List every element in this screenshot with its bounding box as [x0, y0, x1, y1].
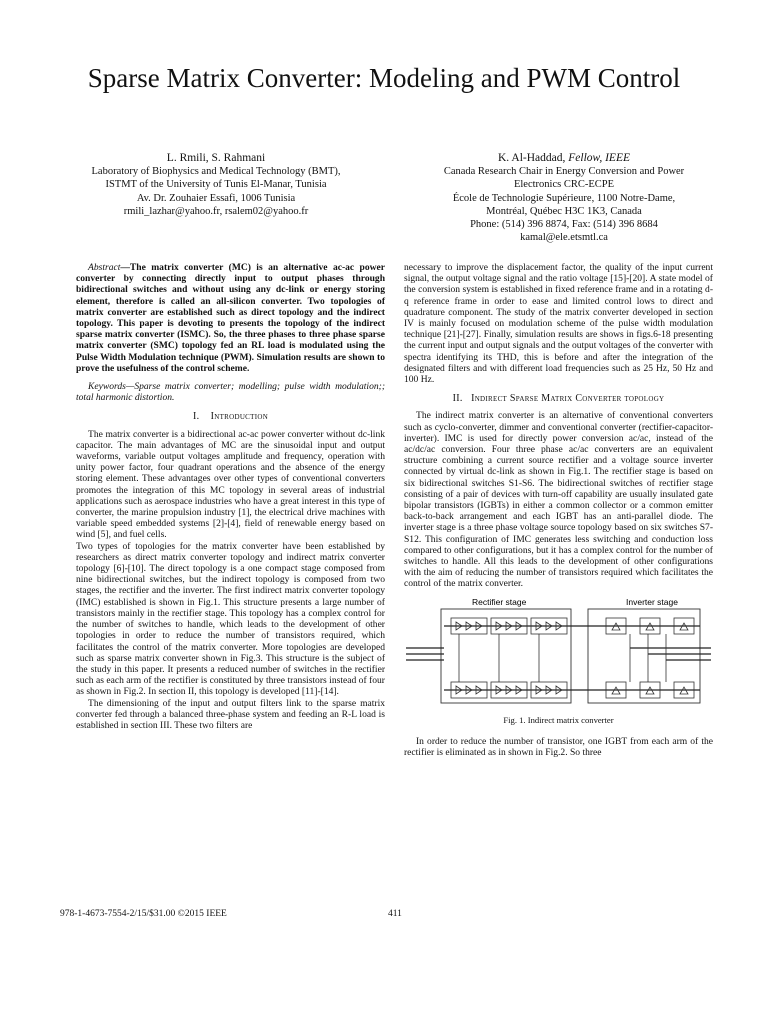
- intro-paragraph-1: The matrix converter is a bidirectional ac-ac power converter without dc-link capacitor. The main advantages of MC are the sinusoidal input and output waveforms, variable output voltages amplitude and frequency, operation with unity power factor, four quadrant operations and the absence of the energy storing element. These advantages over other types of conventional converters promotes the integration of this MC topology in several areas of industrial applications such as aerospace industries who have a great interest in this type of converter, the marine propulsion industry [1], the electrical drive machines with variable speed embedded systems [2]-[4], field of renewable energy based on wind [5], and fuel cells.: [76, 428, 385, 541]
- rectifier-stage-label: Rectifier stage: [472, 596, 527, 607]
- inverter-switches: [606, 618, 694, 698]
- contact-phone-fax: Phone: (514) 396 8874, Fax: (514) 396 8684: [470, 219, 658, 231]
- input-lines: [406, 648, 444, 660]
- right-column: [404, 262, 713, 759]
- footer-copyright: 978-1-4673-7554-2/15/$31.00 ©2015 IEEE: [60, 909, 227, 919]
- topology-paragraph: The indirect matrix converter is an alternative of conventional converters such as cyclo-converter, dimmer and conventional converter (rectifier-capacitor-inverter). IMC is used for directly power conversion ac/ac, instead of the ac/dc/ac conversion. Four three phase ac/ac converters are an equivalent structure combining a current source rectifier and a voltage source inverter connected by virtual dc-link as shown in Fig.1. The rectifier stage is based on six bidirectional switches S1-S6. The bidirectional switches of rectifier stage consisting of a pair of devices with turn-off capability are usually insulated gate bipolar transistors (IGBTs) in either a common collector or a common emitter back-to-back arrangement and each IGBT has an anti-parallel diode. The inverter stage is a three phase voltage source topology based on six switches S7-S12. This configuration of IMC generates less switching and conduction loss compared to other configurations, but it has a complex control for the number of switches to handle. All this leads to the development of other configurations with the aim of reducing the number of transistors required which facilitates the control of the matrix converter.: [404, 410, 713, 590]
- abstract: Abstract—The matrix converter (MC) is an alternative ac-ac power converter by connecting directly input to output phases through bidirectional switches and without using any dc-link or energy storing element, therefore is called an all-silicon converter. Two topologies of matrix converter are established such as direct topology and the indirect topology. This paper is devoting to presents the topology of the indirect sparse matrix converter (ISMC). So, the three phases to three phase sparse matrix converter (SMC) topology fed an RL load is modulated using the Pulse Width Modulation technique (PWM). Simulation results are shown to prove the usefulness of the control scheme.: [76, 262, 385, 374]
- dc-link-lines: [444, 626, 700, 690]
- affiliation-line: Canada Research Chair in Energy Conversion and Power: [443, 166, 685, 178]
- affiliation-line: École de Technologie Supérieure, 1100 Notre-Dame,: [452, 192, 676, 204]
- intro-paragraph-continued: necessary to improve the displacement factor, the quality of the input current signal, the output voltage signal and the ratio voltage [15]-[20]. A state model of the conversion system is established in fixed reference frame and in a rotating d-q reference frame in order to ease and limited control lows to direct and quadrature component. The study of the matrix converter developed in section IV is mainly focused on modulation scheme of the pulse width modulation technique [21]-[27]. Finally, simulation results are shows in figs.6-18 presenting the current input and output signals and the output voltages of the converter with spectra identifying its THD, this is before and after the integration of the designated filters and with different load frequencies such as 25 Hz, 50 Hz and 100 Hz.: [404, 262, 713, 386]
- affiliation-line: Electronics CRC-ECPE: [513, 179, 615, 191]
- section-heading-1: I. Introduction: [192, 411, 269, 423]
- author-block-right: [402, 152, 726, 244]
- inverter-stage-label: Inverter stage: [626, 596, 678, 607]
- author-name-right: K. Al-Haddad, Fellow, IEEE: [497, 152, 630, 164]
- figure-1-caption: Fig. 1. Indirect matrix converter: [503, 714, 614, 725]
- output-lines: [630, 648, 711, 660]
- paper-title: Sparse Matrix Converter: Modeling and PWM Control: [87, 63, 681, 93]
- affiliation-line: Montréal, Québec H3C 1K3, Canada: [486, 205, 642, 217]
- figure-1: [404, 596, 713, 711]
- abstract-label: Abstract: [88, 262, 121, 273]
- author-emails-left: rmili_lazhar@yahoo.fr, rsalem02@yahoo.fr: [123, 205, 309, 217]
- affiliation-line: Laboratory of Biophysics and Medical Technology (BMT),: [91, 166, 341, 178]
- affiliation-line: Av. Dr. Zouhaier Essafi, 1006 Tunisia: [136, 192, 296, 204]
- author-role: Fellow, IEEE: [568, 152, 630, 164]
- page-number: 411: [388, 909, 402, 919]
- affiliation-line: ISTMT of the University of Tunis El-Manar, Tunisia: [105, 179, 327, 191]
- indirect-matrix-converter-diagram: [404, 596, 713, 708]
- author-block-left: [60, 152, 372, 218]
- rectifier-switches: [451, 618, 567, 698]
- keywords: Keywords—Sparse matrix converter; modelling; pulse width modulation;; total harmonic distortion.: [76, 381, 385, 404]
- left-column: [76, 262, 385, 731]
- intro-paragraph-2: Two types of topologies for the matrix converter have been established by researchers as direct matrix converter topology and indirect matrix converter topology [6]-[10]. The direct topology is a one compact stage composed from nine bidirectional switches, but the indirect topology is composed from two stages, the rectifier and the inverter. The first indirect matrix converter topology (IMC) established is shown in Fig.1. This structure presents a large number of transistors mainly in the rectifier stage. This topology has a complex control for the number of switches to handle, which leads to the development of other topologies in order to reduce the number of transistors required, which facilitates the control of the matrix converter. More topologies are developed such as sparse matrix converter shown in Fig.3. This structure is the subject of the study in this paper. It presents a reduced number of switches in the rectifier such as each arm of the rectifier is constituted by three transistors instead of four as shown in Fig.2. In section II, this topology is developed [11]-[14].: [76, 540, 385, 698]
- author-names-left: L. Rmili, S. Rahmani: [166, 152, 266, 164]
- section-heading-2: II. Indirect Sparse Matrix Converter topology: [452, 393, 665, 405]
- intro-paragraph-3: The dimensioning of the input and output filters link to the sparse matrix converter fed through a balanced three-phase system and feeding an R-L load is established in section III. These two filters are: [76, 697, 385, 731]
- fig2-intro-paragraph: In order to reduce the number of transistor, one IGBT from each arm of the rectifier is eliminated as in shown in Fig.2. So three: [404, 736, 713, 759]
- author-email-right: kamal@ele.etsmtl.ca: [520, 232, 608, 244]
